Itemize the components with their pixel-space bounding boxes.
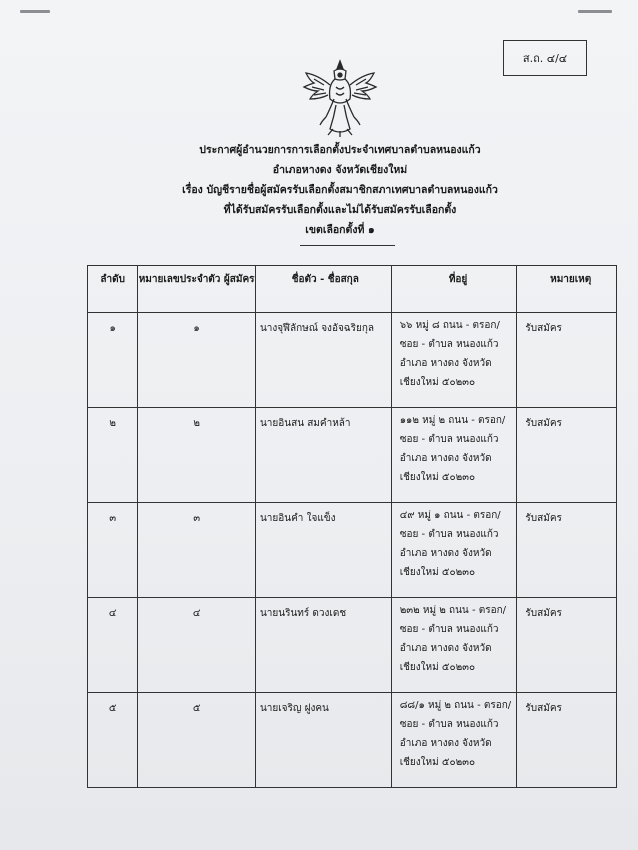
cell-name xyxy=(255,693,391,788)
cell-name-text: นายนรินทร์ ดวงเดช xyxy=(259,608,347,619)
cell-number-text: ๒ xyxy=(109,418,116,429)
cell-candidate-id xyxy=(138,598,256,693)
cell-candidate-id xyxy=(138,503,256,598)
staple-right xyxy=(578,10,612,13)
cell-candidate-id xyxy=(138,313,256,408)
table-row xyxy=(88,408,617,503)
cell-remark-text: รับสมัคร xyxy=(525,608,562,619)
cell-remark-text: รับสมัคร xyxy=(525,418,562,429)
cell-address xyxy=(391,408,517,503)
header-line-2: อำเภอหางดง จังหวัดเชียงใหม่ xyxy=(272,164,408,176)
candidate-table xyxy=(87,265,617,788)
column-header-candidate-id: หมายเลขประจำตัว ผู้สมัคร xyxy=(138,266,256,313)
cell-candidate-id-text: ๑ xyxy=(193,323,200,334)
cell-address-text: ๒๓๒ หมู่ ๒ ถนน - ตรอก/ซอย - ตำบล หนองแก้ว อำเภอ หางดง จังหวัด เชียงใหม่ ๕๐๒๓๐ xyxy=(399,605,507,673)
cell-name xyxy=(255,503,391,598)
cell-number xyxy=(88,598,138,693)
header-line-5: เขตเลือกตั้งที่ ๑ xyxy=(305,224,375,236)
cell-remark-text: รับสมัคร xyxy=(525,513,562,524)
cell-candidate-id-text: ๔ xyxy=(192,608,201,619)
staple-left xyxy=(20,10,50,13)
cell-candidate-id-text: ๓ xyxy=(193,513,201,524)
header-line-1: ประกาศผู้อำนวยการการเลือกตั้งประจำเทศบาลตำบลหนองแก้ว xyxy=(199,144,481,156)
cell-candidate-id-text: ๕ xyxy=(192,703,201,714)
cell-name-text: นางจุฬีลักษณ์ จงอัจฉริยกุล xyxy=(259,323,375,334)
cell-name xyxy=(255,408,391,503)
cell-name-text: นายเจริญ ฝูงคน xyxy=(259,703,329,714)
cell-address xyxy=(391,693,517,788)
cell-remark-text: รับสมัคร xyxy=(525,323,562,334)
header-line-3: เรื่อง บัญชีรายชื่อผู้สมัครรับเลือกตั้งสมาชิกสภาเทศบาลตำบลหนองแก้ว xyxy=(182,184,498,196)
cell-number xyxy=(88,408,138,503)
cell-address-text: ๖๖ หมู่ ๘ ถนน - ตรอก/ซอย - ตำบล หนองแก้ว อำเภอ หางดง จังหวัด เชียงใหม่ ๕๐๒๓๐ xyxy=(399,320,500,388)
announcement-header xyxy=(140,140,540,240)
cell-number xyxy=(88,693,138,788)
cell-address-text: ๔๙ หมู่ ๑ ถนน - ตรอก/ซอย - ตำบล หนองแก้ว อำเภอ หางดง จังหวัด เชียงใหม่ ๕๐๒๓๐ xyxy=(399,510,501,578)
cell-candidate-id xyxy=(138,693,256,788)
header-line-4: ที่ได้รับสมัครรับเลือกตั้งและไม่ได้รับสมัครรับเลือกตั้ง xyxy=(223,204,457,216)
header-divider xyxy=(300,245,395,246)
cell-number-text: ๑ xyxy=(109,323,116,334)
column-header-name: ชื่อตัว - ชื่อสกุล xyxy=(255,266,391,313)
cell-name-text: นายอินสน สมคำหล้า xyxy=(259,418,351,429)
cell-number xyxy=(88,503,138,598)
cell-address xyxy=(391,598,517,693)
column-header-address: ที่อยู่ xyxy=(391,266,517,313)
cell-name xyxy=(255,598,391,693)
cell-number-text: ๓ xyxy=(109,513,117,524)
table-row xyxy=(88,313,617,408)
column-header-number: ลำดับ xyxy=(88,266,138,313)
cell-name-text: นายอินคำ ใจแข็ง xyxy=(259,513,336,524)
cell-remark xyxy=(517,408,617,503)
cell-address-text: ๑๑๒ หมู่ ๒ ถนน - ตรอก/ซอย - ตำบล หนองแก้ว อำเภอ หางดง จังหวัด เชียงใหม่ ๕๐๒๓๐ xyxy=(399,415,506,483)
form-code-text: ส.ถ. ๔/๔ xyxy=(522,52,568,65)
table-row xyxy=(88,598,617,693)
cell-remark xyxy=(517,313,617,408)
cell-candidate-id xyxy=(138,408,256,503)
cell-name xyxy=(255,313,391,408)
table-row xyxy=(88,503,617,598)
garuda-emblem-icon xyxy=(300,55,380,139)
column-header-remark: หมายเหตุ xyxy=(517,266,617,313)
cell-remark xyxy=(517,598,617,693)
table-header-row xyxy=(88,266,617,313)
cell-number-text: ๔ xyxy=(108,608,117,619)
form-code-box xyxy=(503,40,587,76)
cell-number-text: ๕ xyxy=(108,703,117,714)
table-row xyxy=(88,693,617,788)
cell-remark xyxy=(517,503,617,598)
cell-remark xyxy=(517,693,617,788)
cell-remark-text: รับสมัคร xyxy=(525,703,562,714)
cell-address xyxy=(391,503,517,598)
cell-number xyxy=(88,313,138,408)
cell-address-text: ๘๘/๑ หมู่ ๒ ถนน - ตรอก/ซอย - ตำบล หนองแก้ว อำเภอ หางดง จังหวัด เชียงใหม่ ๕๐๒๓๐ xyxy=(399,700,512,768)
cell-candidate-id-text: ๒ xyxy=(193,418,200,429)
cell-address xyxy=(391,313,517,408)
